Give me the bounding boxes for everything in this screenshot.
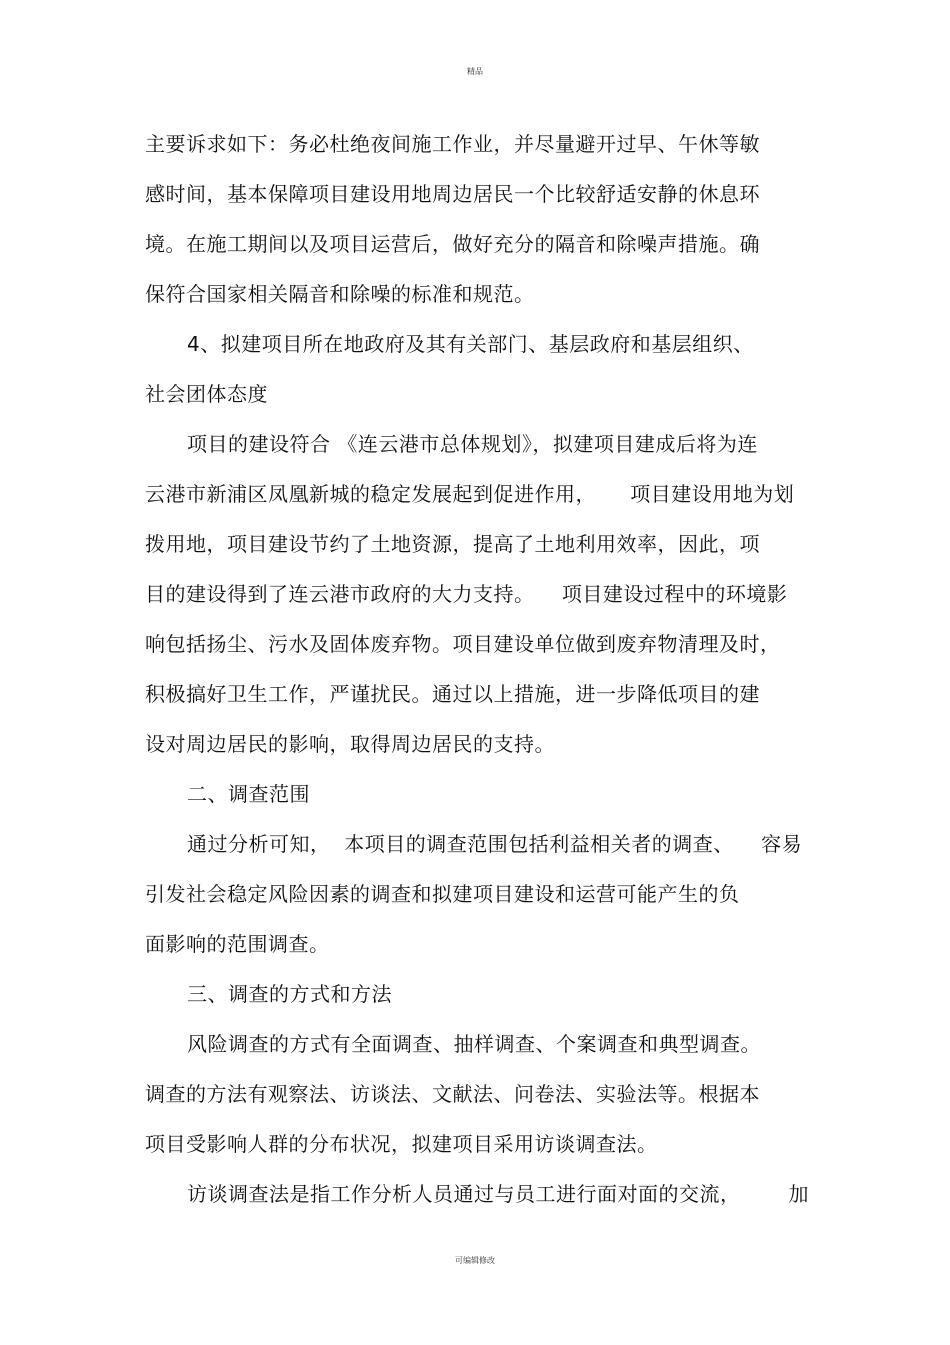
body-text-line: 面影响的范围调查。 [145, 932, 330, 956]
body-text-line: 境。在施工期间以及项目运营后，做好充分的隔音和除噪声措施。确 [145, 232, 760, 256]
body-text-line: 设对周边居民的影响，取得周边居民的支持。 [145, 732, 555, 756]
body-text-line: 访谈调查法是指工作分析人员通过与员工进行面对面的交流， 加 [187, 1182, 810, 1206]
body-text-line: 响包括扬尘、污水及固体废弃物。项目建设单位做到废弃物清理及时， [145, 632, 781, 656]
body-text-line: 引发社会稳定风险因素的调查和拟建项目建设和运营可能产生的负 [145, 882, 740, 906]
body-text-line: 保符合国家相关隔音和除噪的标准和规范。 [145, 282, 535, 306]
body-text-line: 风险调查的方式有全面调查、抽样调查、个案调查和典型调查。 [187, 1032, 761, 1056]
body-text-line: 主要诉求如下：务必杜绝夜间施工作业，并尽量避开过早、午休等敏 [145, 132, 760, 156]
page-header-mark: 精品 [467, 67, 483, 76]
body-text-line: 通过分析可知， 本项目的调查范围包括利益相关者的调查、 容易 [187, 832, 803, 856]
body-text-line: 感时间，基本保障项目建设用地周边居民一个比较舒适安静的休息环 [145, 182, 760, 206]
page-footer-mark: 可编辑修改 [455, 1256, 495, 1265]
body-text-line: 云港市新浦区凤凰新城的稳定发展起到促进作用， 项目建设用地为划 [145, 482, 795, 506]
body-text-line: 项目受影响人群的分布状况，拟建项目采用访谈调查法。 [145, 1132, 658, 1156]
body-text-line: 目的建设得到了连云港市政府的大力支持。 项目建设过程中的环境影 [145, 582, 788, 606]
section-heading: 二、调查范围 [187, 782, 310, 806]
body-text-line: 积极搞好卫生工作，严谨扰民。通过以上措施，进一步降低项目的建 [145, 682, 760, 706]
body-text-line: 项目的建设符合 《连云港市总体规划》，拟建项目建成后将为连 [187, 432, 758, 456]
section-heading: 4、拟建项目所在地政府及其有关部门、基层政府和基层组织、 [187, 332, 754, 356]
section-heading-continued: 社会团体态度 [145, 382, 268, 406]
body-text-line: 调查的方法有观察法、访谈法、文献法、问卷法、实验法等。根据本 [145, 1082, 760, 1106]
body-text-line: 拨用地，项目建设节约了土地资源，提高了土地利用效率，因此，项 [145, 532, 760, 556]
section-heading: 三、调查的方式和方法 [187, 982, 392, 1006]
